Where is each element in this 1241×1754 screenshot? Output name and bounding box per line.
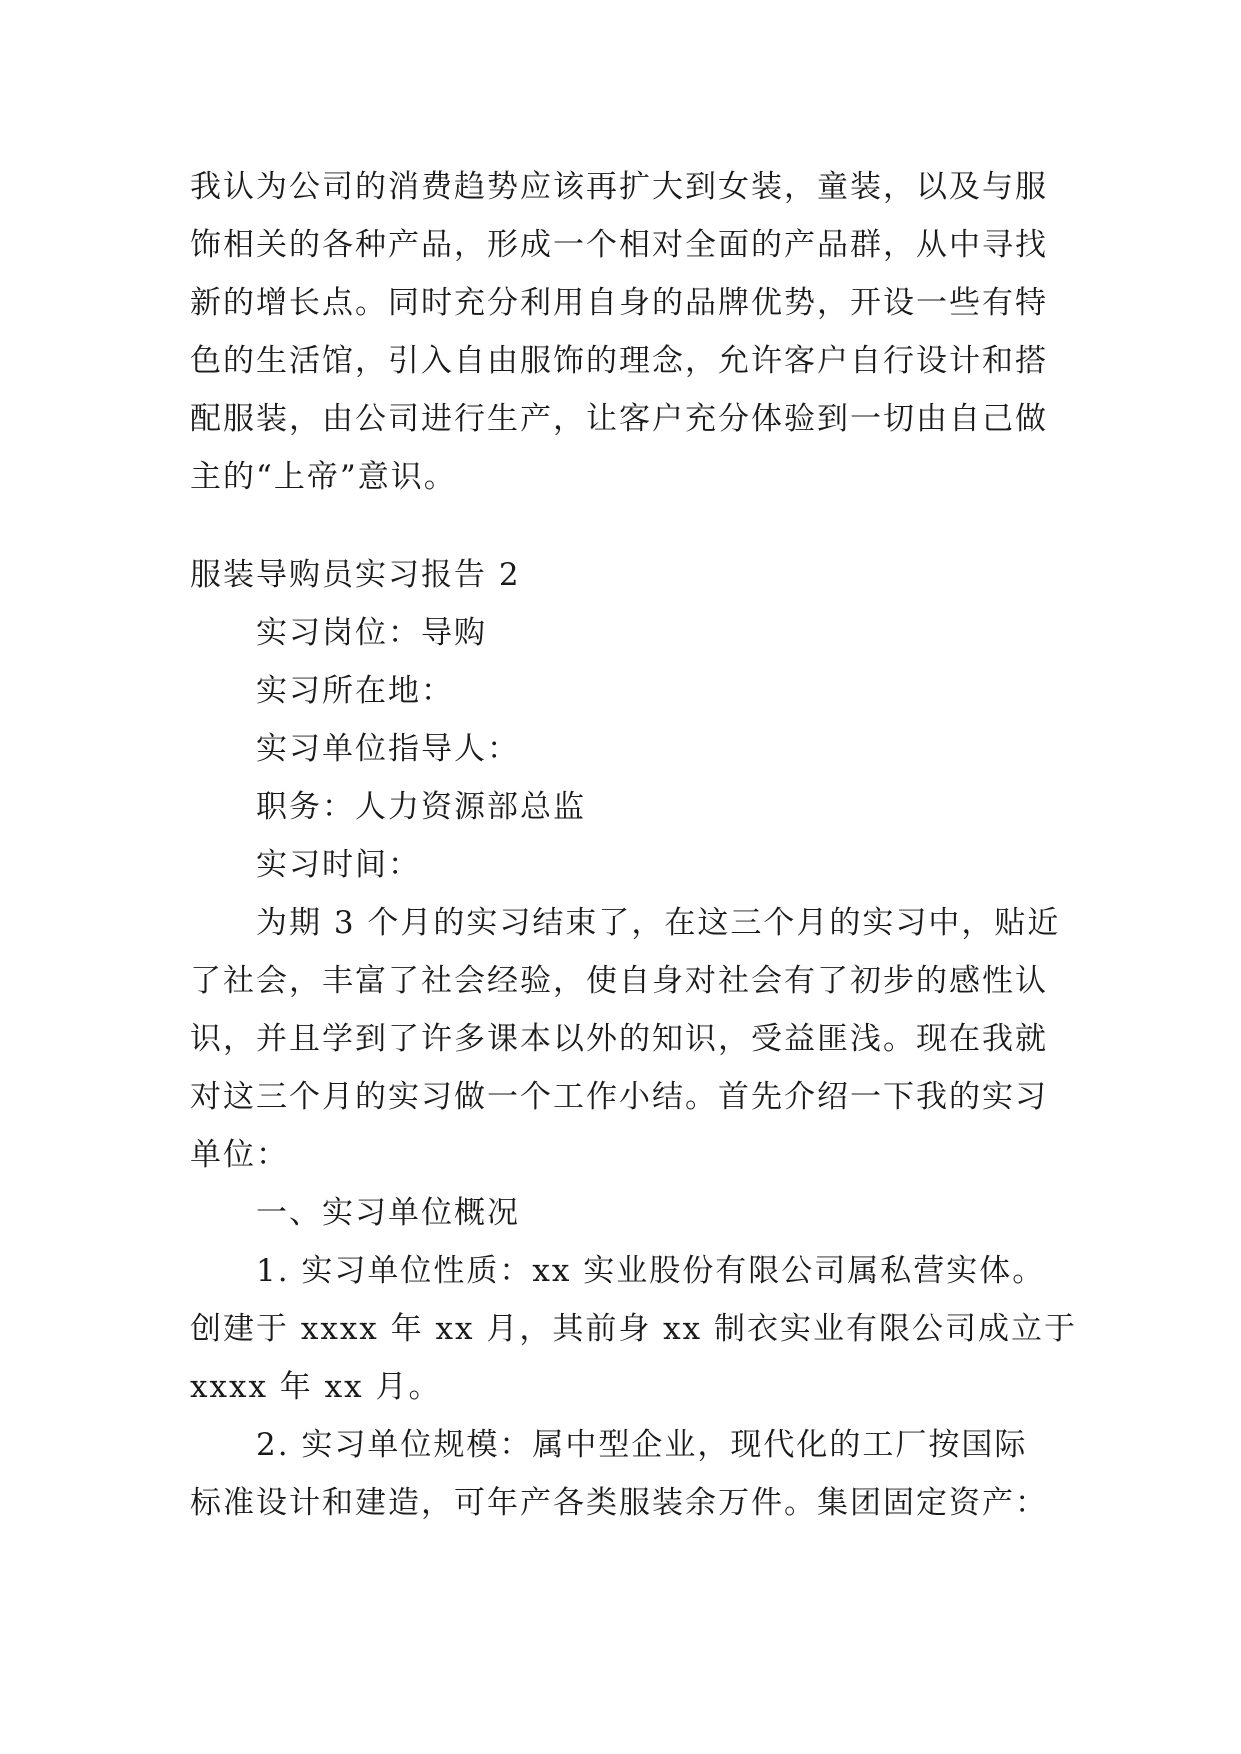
report-title: 服装导购员实习报告 2	[190, 557, 521, 593]
paragraph-line: 新的增长点。同时充分利用自身的品牌优势，开设一些有特	[190, 285, 1048, 321]
paragraph-line: 我认为公司的消费趋势应该再扩大到女装，童装，以及与服	[190, 169, 1048, 205]
list-item-line: 2. 实习单位规模：属中型企业，现代化的工厂按国际	[256, 1427, 1028, 1463]
paragraph-line: 识，并且学到了许多课本以外的知识，受益匪浅。现在我就	[190, 1021, 1048, 1057]
paragraph-line: 主的“上帝”意识。	[190, 459, 457, 495]
paragraph-line: 为期 3 个月的实习结束了，在这三个月的实习中，贴近	[256, 905, 1061, 941]
info-location: 实习所在地：	[256, 673, 454, 709]
paragraph-line: 饰相关的各种产品，形成一个相对全面的产品群，从中寻找	[190, 227, 1048, 263]
paragraph-line: 配服装，由公司进行生产，让客户充分体验到一切由自己做	[190, 401, 1048, 437]
info-time: 实习时间：	[256, 847, 421, 883]
list-item-line: xxxx 年 xx 月。	[190, 1369, 442, 1405]
info-position: 实习岗位：导购	[256, 615, 487, 651]
document-body	[190, 158, 1077, 1532]
section-heading: 一、实习单位概况	[256, 1195, 520, 1231]
paragraph-line: 色的生活馆，引入自由服饰的理念，允许客户自行设计和搭	[190, 343, 1048, 379]
list-item-line: 创建于 xxxx 年 xx 月，其前身 xx 制衣实业有限公司成立于	[190, 1311, 1077, 1347]
info-supervisor: 实习单位指导人：	[256, 731, 520, 767]
list-item-line: 标准设计和建造，可年产各类服装余万件。集团固定资产：	[190, 1485, 1048, 1521]
section-spacer	[190, 506, 1052, 546]
paragraph-line: 单位：	[190, 1137, 289, 1173]
list-item-line: 1. 实习单位性质：xx 实业股份有限公司属私营实体。	[256, 1253, 1046, 1289]
paragraph-line: 对这三个月的实习做一个工作小结。首先介绍一下我的实习	[190, 1079, 1048, 1115]
info-duty: 职务：人力资源部总监	[256, 789, 586, 825]
paragraph-line: 了社会，丰富了社会经验，使自身对社会有了初步的感性认	[190, 963, 1048, 999]
